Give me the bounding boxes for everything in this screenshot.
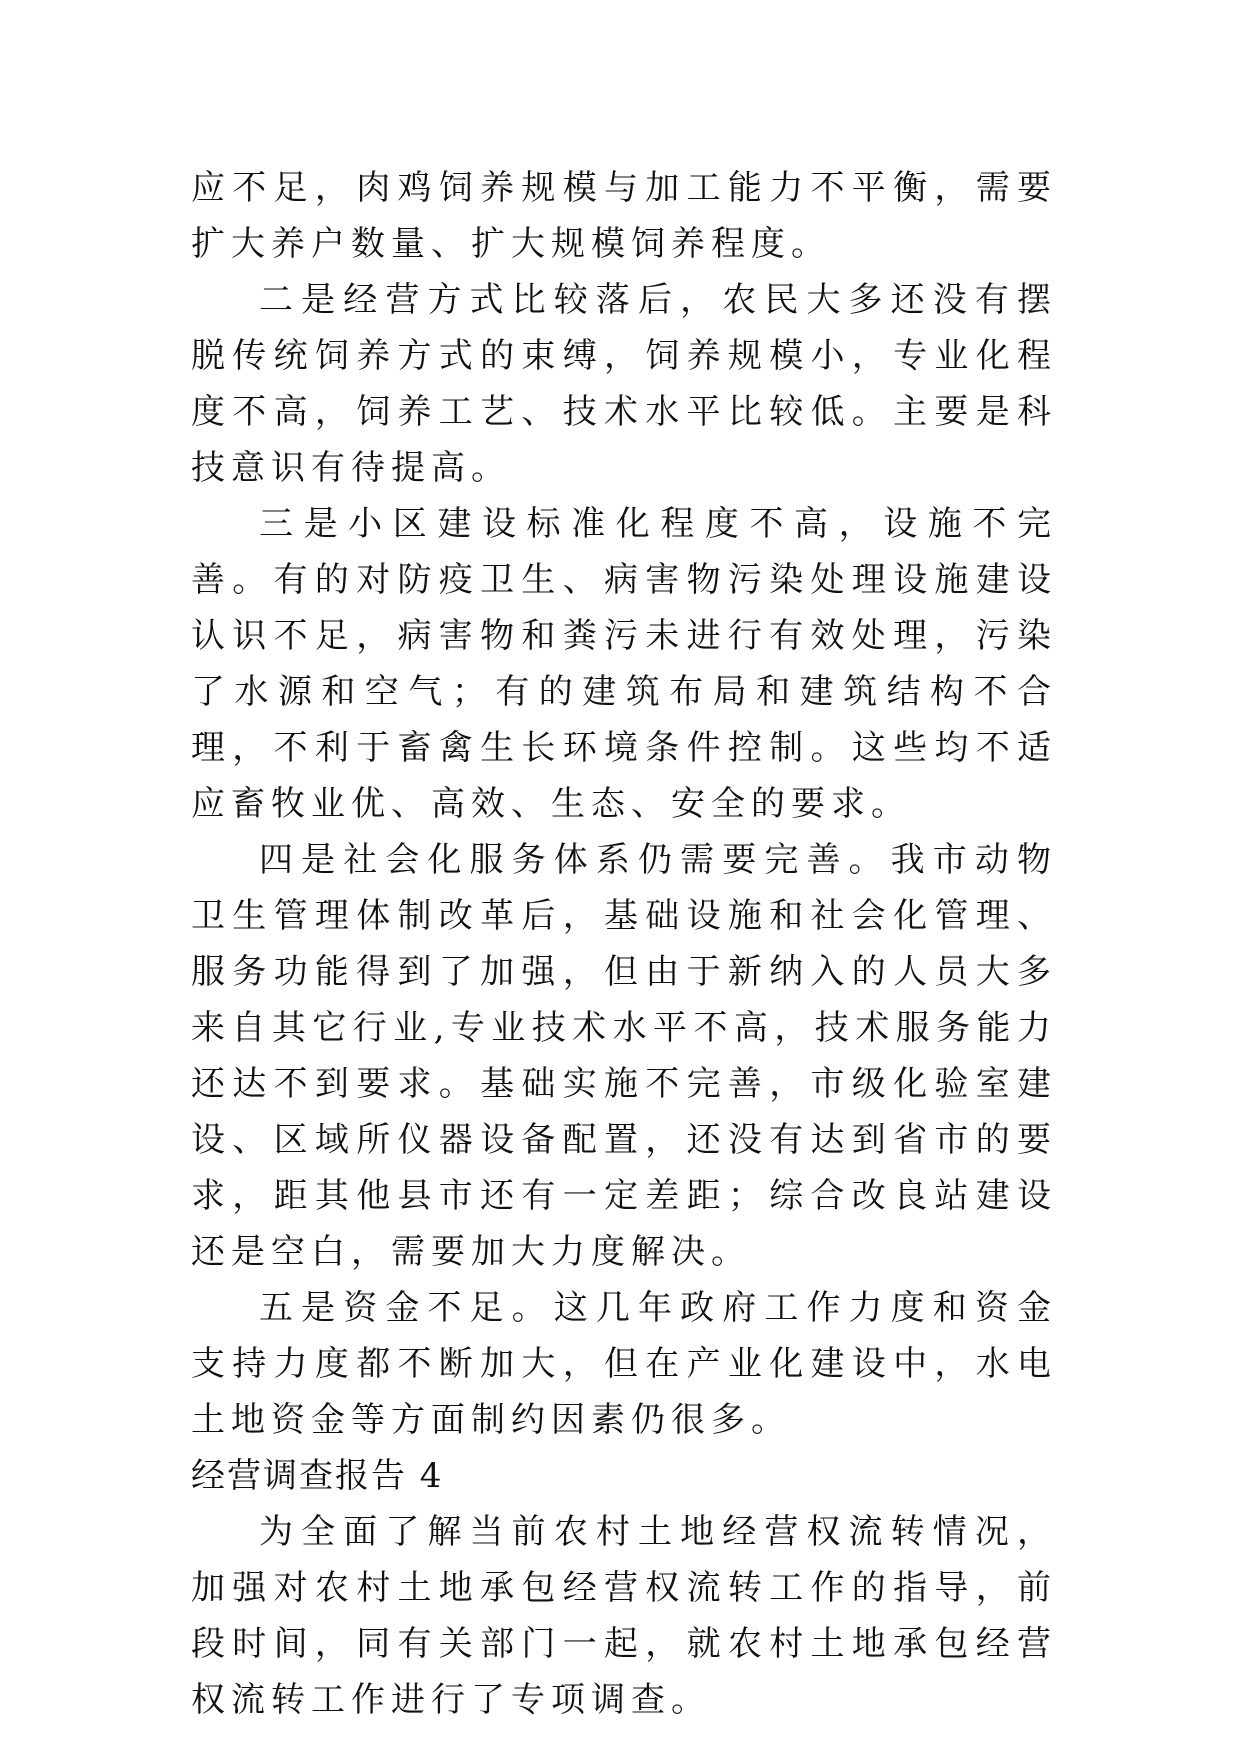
paragraph-point-two: 二是经营方式比较落后，农民大多还没有摆脱传统饲养方式的束缚，饲养规模小，专业化程度不高，饲养工艺、技术水平比较低。主要是科技意识有待提高。 — [191, 280, 1057, 488]
section-heading: 经营调查报告 4 — [191, 1456, 444, 1496]
paragraph-point-five: 五是资金不足。这几年政府工作力度和资金支持力度都不断加大，但在产业化建设中，水电土地资金等方面制约因素仍很多。 — [191, 1288, 1057, 1440]
paragraph-point-three: 三是小区建设标准化程度不高，设施不完善。有的对防疫卫生、病害物污染处理设施建设认识不足，病害物和粪污未进行有效处理，污染了水源和空气；有的建筑布局和建筑结构不合理，不利于畜禽生长环境条件控制。这些均不适应畜牧业优、高效、生态、安全的要求。 — [191, 504, 1057, 824]
paragraph-continuation: 应不足，肉鸡饲养规模与加工能力不平衡，需要扩大养户数量、扩大规模饲养程度。 — [191, 168, 1057, 264]
section-intro-paragraph: 为全面了解当前农村土地经营权流转情况，加强对农村土地承包经营权流转工作的指导，前段时间，同有关部门一起，就农村土地承包经营权流转工作进行了专项调查。 — [191, 1512, 1057, 1720]
document-body — [191, 160, 1057, 1728]
paragraph-point-four: 四是社会化服务体系仍需要完善。我市动物卫生管理体制改革后，基础设施和社会化管理、服务功能得到了加强，但由于新纳入的人员大多来自其它行业,专业技术水平不高，技术服务能力还达不到要求。基础实施不完善，市级化验室建设、区域所仪器设备配置，还没有达到省市的要求，距其他县市还有一定差距；综合改良站建设还是空白，需要加大力度解决。 — [191, 840, 1057, 1272]
